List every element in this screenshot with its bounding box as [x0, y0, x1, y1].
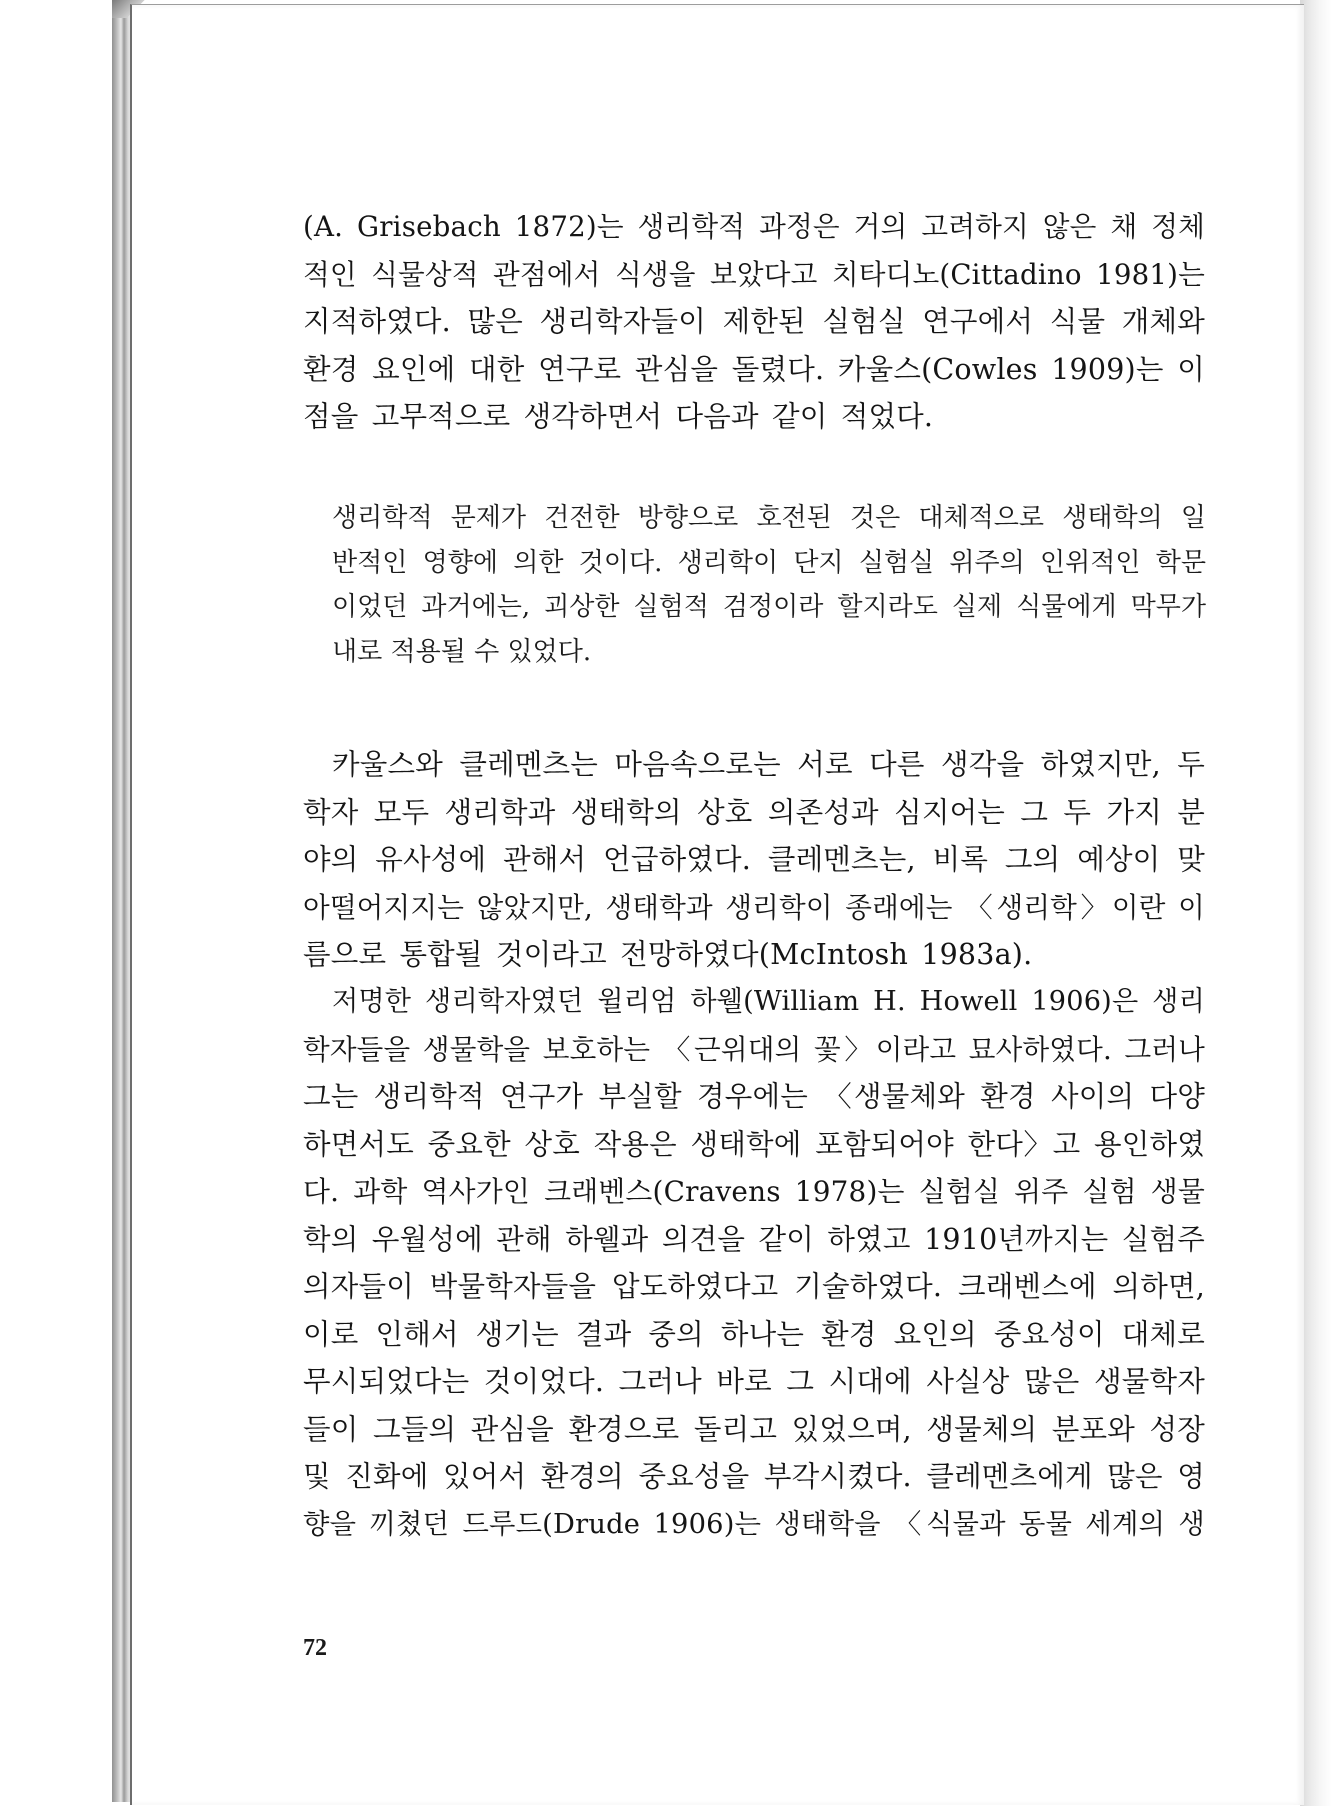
quote-line: 이었던 과거에는, 괴상한 실험적 검정이라 할지라도 실제 식물에게 막무가	[332, 592, 1206, 622]
paragraph-1-line: 환경 요인에 대한 연구로 관심을 돌렸다. 카울스(Cowles 1909)는 이	[303, 352, 1205, 386]
paragraph-3-line: 이로 인해서 생기는 결과 중의 하나는 환경 요인의 중요성이 대체로	[303, 1317, 1205, 1351]
quote-line: 내로 적용될 수 있었다.	[332, 636, 592, 667]
quote-line: 생리학적 문제가 건전한 방향으로 호전된 것은 대체적으로 생태학의 일	[332, 503, 1206, 533]
paragraph-2	[303, 741, 1205, 979]
paragraph-2-line: 카울스와 클레멘츠는 마음속으로는 서로 다른 생각을 하였지만, 두	[332, 748, 1205, 781]
paragraph-3-line: 하면서도 중요한 상호 작용은 생태학에 포함되어야 한다〉고 용인하였	[303, 1127, 1205, 1161]
paragraph-1-line: 지적하였다. 많은 생리학자들이 제한된 실험실 연구에서 식물 개체와	[303, 305, 1205, 338]
paragraph-3-line: 학자들을 생물학을 보호하는 〈근위대의 꽃〉이라고 묘사하였다. 그러나	[303, 1032, 1205, 1066]
paragraph-3-line: 및 진화에 있어서 환경의 중요성을 부각시켰다. 클레멘츠에게 많은 영	[303, 1460, 1205, 1493]
paragraph-3-line: 학의 우월성에 관해 하웰과 의견을 같이 하였고 1910년까지는 실험주	[303, 1222, 1205, 1256]
page-number: 72	[303, 1635, 327, 1661]
paragraph-3-line: 다. 과학 역사가인 크래벤스(Cravens 1978)는 실험실 위주 실험 생물	[303, 1175, 1205, 1208]
paragraph-3-line: 의자들이 박물학자들을 압도하였다고 기술하였다. 크래벤스에 의하면,	[303, 1270, 1205, 1303]
paragraph-1-line: (A. Grisebach 1872)는 생리학적 과정은 거의 고려하지 않은 채 정체	[303, 210, 1205, 243]
paragraph-2-line: 학자 모두 생리학과 생태학의 상호 의존성과 심지어는 그 두 가지 분	[303, 795, 1205, 829]
quote-line: 반적인 영향에 의한 것이다. 생리학이 단지 실험실 위주의 인위적인 학문	[332, 547, 1206, 578]
page-right-shadow	[1300, 0, 1332, 1806]
paragraph-1	[303, 203, 1205, 441]
paragraph-2-line: 아떨어지지는 않았지만, 생태학과 생리학이 종래에는 〈생리학〉이란 이	[303, 890, 1205, 924]
paragraph-1-line: 점을 고무적으로 생각하면서 다음과 같이 적었다.	[303, 400, 934, 433]
paragraph-3	[303, 978, 1205, 1548]
paragraph-2-line: 야의 유사성에 관해서 언급하였다. 클레멘츠는, 비록 그의 예상이 맞	[303, 843, 1205, 876]
paragraph-3-line: 그는 생리학적 연구가 부실할 경우에는 〈생물체와 환경 사이의 다양	[303, 1080, 1205, 1113]
block-quote	[332, 496, 1206, 674]
paragraph-2-line: 름으로 통합될 것이라고 전망하였다(McIntosh 1983a).	[303, 938, 1033, 971]
paragraph-3-line: 들이 그들의 관심을 환경으로 돌리고 있었으며, 생물체의 분포와 성장	[303, 1412, 1205, 1446]
paragraph-3-line: 저명한 생리학자였던 윌리엄 하웰(William H. Howell 1906)은 생리	[332, 986, 1205, 1017]
paragraph-3-line: 향을 끼쳤던 드루드(Drude 1906)는 생태학을 〈식물과 동물 세계의 생	[303, 1508, 1205, 1540]
paragraph-1-line: 적인 식물상적 관점에서 식생을 보았다고 치타디노(Cittadino 1981)는	[303, 257, 1205, 291]
paragraph-3-line: 무시되었다는 것이었다. 그러나 바로 그 시대에 사실상 많은 생물학자	[303, 1365, 1205, 1398]
